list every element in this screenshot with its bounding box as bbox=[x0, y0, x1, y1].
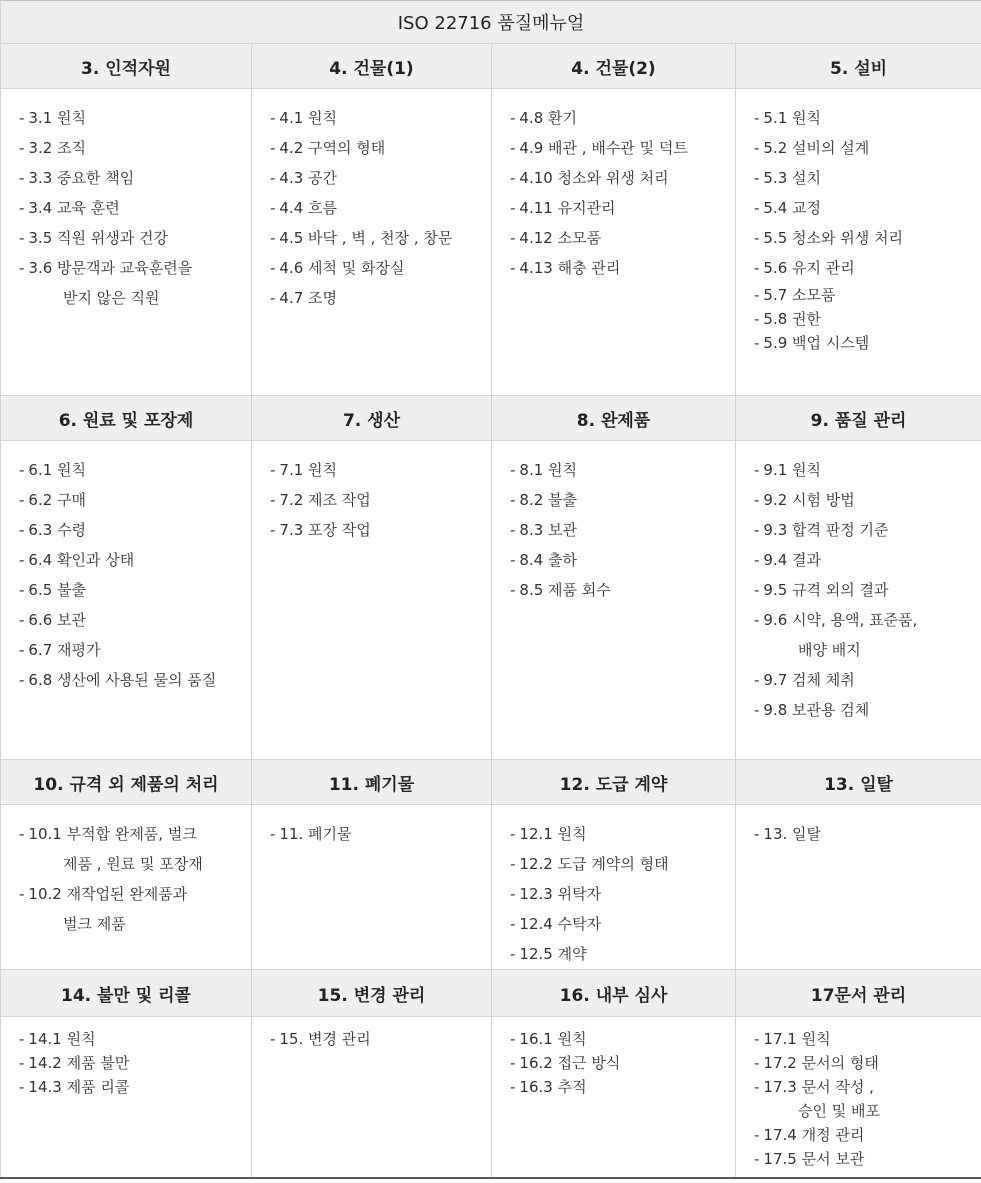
list-item: - 5.9 백업 시스템 bbox=[754, 334, 870, 352]
section-header: 3. 인적자원 bbox=[1, 44, 252, 89]
list-item: - 15. 변경 관리 bbox=[270, 1030, 371, 1048]
section-body bbox=[492, 805, 736, 970]
list-item: - 10.1 부적합 완제품, 벌크 bbox=[19, 825, 197, 843]
section-header: 14. 불만 및 리콜 bbox=[1, 970, 252, 1017]
list-item: - 12.5 계약 bbox=[510, 945, 587, 963]
list-item: - 4.10 청소와 위생 처리 bbox=[510, 169, 669, 187]
content-row bbox=[1, 805, 981, 970]
list-item: - 6.6 보관 bbox=[19, 611, 87, 629]
list-item: - 6.4 확인과 상태 bbox=[19, 551, 135, 569]
list-item: - 9.6 시약, 용액, 표준품, bbox=[754, 611, 918, 629]
list-item: - 8.4 출하 bbox=[510, 551, 578, 569]
section-body bbox=[736, 1017, 981, 1179]
section-body bbox=[1, 1017, 252, 1179]
section-body bbox=[252, 89, 492, 396]
list-item: - 3.4 교육 훈련 bbox=[19, 199, 120, 217]
list-item: - 10.2 재작업된 완제품과 bbox=[19, 885, 188, 903]
list-item: - 7.1 원칙 bbox=[270, 461, 338, 479]
section-body bbox=[1, 441, 252, 760]
list-item: - 4.3 공간 bbox=[270, 169, 338, 187]
list-item: - 13. 일탈 bbox=[754, 825, 822, 843]
section-body bbox=[492, 89, 736, 396]
list-item: - 5.5 청소와 위생 처리 bbox=[754, 229, 904, 247]
list-item: - 17.2 문서의 형태 bbox=[754, 1054, 879, 1072]
list-item: - 7.2 제조 작업 bbox=[270, 491, 371, 509]
list-item: - 16.3 추적 bbox=[510, 1078, 587, 1096]
header-row bbox=[1, 396, 981, 441]
list-item: - 9.2 시험 방법 bbox=[754, 491, 855, 509]
list-item: - 14.3 제품 리콜 bbox=[19, 1078, 130, 1096]
manual-title: ISO 22716 품질메뉴얼 bbox=[1, 1, 981, 44]
list-item-continued: 승인 및 배포 bbox=[798, 1102, 880, 1120]
section-body bbox=[252, 441, 492, 760]
section-body bbox=[492, 441, 736, 760]
section-header: 16. 내부 심사 bbox=[492, 970, 736, 1017]
list-item: - 8.5 제품 회수 bbox=[510, 581, 611, 599]
list-item: - 17.1 원칙 bbox=[754, 1030, 831, 1048]
section-body bbox=[736, 805, 981, 970]
content-row bbox=[1, 441, 981, 760]
list-item: - 6.2 구매 bbox=[19, 491, 87, 509]
list-item: - 11. 폐기물 bbox=[270, 825, 352, 843]
list-item: - 12.1 원칙 bbox=[510, 825, 587, 843]
list-item: - 6.8 생산에 사용된 물의 품질 bbox=[19, 671, 217, 689]
section-body bbox=[252, 805, 492, 970]
list-item: - 9.1 원칙 bbox=[754, 461, 822, 479]
section-body bbox=[1, 805, 252, 970]
list-item: - 5.7 소모품 bbox=[754, 286, 836, 304]
content-row bbox=[1, 89, 981, 396]
list-item: - 5.6 유지 관리 bbox=[754, 259, 855, 277]
section-body bbox=[1, 89, 252, 396]
list-item: - 4.6 세척 및 화장실 bbox=[270, 259, 405, 277]
list-item: - 6.3 수령 bbox=[19, 521, 87, 539]
list-item: - 7.3 포장 작업 bbox=[270, 521, 371, 539]
list-item: - 4.7 조명 bbox=[270, 289, 338, 307]
section-header: 6. 원료 및 포장제 bbox=[1, 396, 252, 441]
section-header: 11. 폐기물 bbox=[252, 760, 492, 805]
list-item-continued: 벌크 제품 bbox=[63, 915, 126, 933]
list-item: - 9.3 합격 판정 기준 bbox=[754, 521, 889, 539]
list-item: - 4.5 바닥 , 벽 , 천장 , 창문 bbox=[270, 229, 453, 247]
section-header: 13. 일탈 bbox=[736, 760, 981, 805]
section-header: 8. 완제품 bbox=[492, 396, 736, 441]
list-item: - 5.2 설비의 설계 bbox=[754, 139, 870, 157]
content-row bbox=[1, 1017, 981, 1179]
list-item: - 4.12 소모품 bbox=[510, 229, 602, 247]
header-row bbox=[1, 760, 981, 805]
list-item: - 4.4 흐름 bbox=[270, 199, 338, 217]
list-item: - 14.2 제품 불만 bbox=[19, 1054, 130, 1072]
list-item: - 12.4 수탁자 bbox=[510, 915, 602, 933]
list-item: - 17.4 개정 관리 bbox=[754, 1126, 865, 1144]
list-item: - 3.6 방문객과 교육훈련을 bbox=[19, 259, 193, 277]
section-header: 4. 건물(2) bbox=[492, 44, 736, 89]
list-item: - 3.2 조직 bbox=[19, 139, 87, 157]
list-item: - 5.4 교정 bbox=[754, 199, 822, 217]
list-item: - 12.3 위탁자 bbox=[510, 885, 602, 903]
list-item: - 4.1 원칙 bbox=[270, 109, 338, 127]
list-item: - 5.3 설치 bbox=[754, 169, 822, 187]
list-item: - 5.1 원칙 bbox=[754, 109, 822, 127]
section-header: 15. 변경 관리 bbox=[252, 970, 492, 1017]
section-header: 9. 품질 관리 bbox=[736, 396, 981, 441]
section-body bbox=[492, 1017, 736, 1179]
list-item: - 8.2 불출 bbox=[510, 491, 578, 509]
list-item: - 17.5 문서 보관 bbox=[754, 1150, 865, 1168]
section-header: 10. 규격 외 제품의 처리 bbox=[1, 760, 252, 805]
list-item: - 16.2 접근 방식 bbox=[510, 1054, 621, 1072]
list-item-continued: 받지 않은 직원 bbox=[63, 289, 160, 307]
list-item: - 3.5 직원 위생과 건강 bbox=[19, 229, 169, 247]
list-item: - 3.1 원칙 bbox=[19, 109, 87, 127]
section-header: 7. 생산 bbox=[252, 396, 492, 441]
list-item: - 9.8 보관용 검체 bbox=[754, 701, 870, 719]
list-item-continued: 배양 배지 bbox=[798, 641, 861, 659]
list-item: - 8.3 보관 bbox=[510, 521, 578, 539]
header-row bbox=[1, 970, 981, 1017]
list-item-continued: 제품 , 원료 및 포장재 bbox=[63, 855, 203, 873]
list-item: - 6.7 재평가 bbox=[19, 641, 101, 659]
list-item: - 4.2 구역의 형태 bbox=[270, 139, 386, 157]
list-item: - 17.3 문서 작성 , bbox=[754, 1078, 874, 1096]
section-header: 17문서 관리 bbox=[736, 970, 981, 1017]
list-item: - 14.1 원칙 bbox=[19, 1030, 96, 1048]
section-header: 5. 설비 bbox=[736, 44, 981, 89]
section-body bbox=[736, 441, 981, 760]
list-item: - 4.9 배관 , 배수관 및 덕트 bbox=[510, 139, 688, 157]
header-row bbox=[1, 44, 981, 89]
list-item: - 4.8 환기 bbox=[510, 109, 578, 127]
section-header: 4. 건물(1) bbox=[252, 44, 492, 89]
section-header: 12. 도급 계약 bbox=[492, 760, 736, 805]
list-item: - 6.1 원칙 bbox=[19, 461, 87, 479]
list-item: - 5.8 권한 bbox=[754, 310, 822, 328]
list-item: - 9.5 규격 외의 결과 bbox=[754, 581, 889, 599]
list-item: - 3.3 중요한 책임 bbox=[19, 169, 135, 187]
list-item: - 12.2 도급 계약의 형태 bbox=[510, 855, 669, 873]
list-item: - 4.13 해충 관리 bbox=[510, 259, 621, 277]
list-item: - 9.4 결과 bbox=[754, 551, 822, 569]
list-item: - 4.11 유지관리 bbox=[510, 199, 616, 217]
section-body bbox=[252, 1017, 492, 1179]
list-item: - 6.5 불출 bbox=[19, 581, 87, 599]
list-item: - 9.7 검체 체취 bbox=[754, 671, 855, 689]
list-item: - 8.1 원칙 bbox=[510, 461, 578, 479]
list-item: - 16.1 원칙 bbox=[510, 1030, 587, 1048]
section-body bbox=[736, 89, 981, 396]
